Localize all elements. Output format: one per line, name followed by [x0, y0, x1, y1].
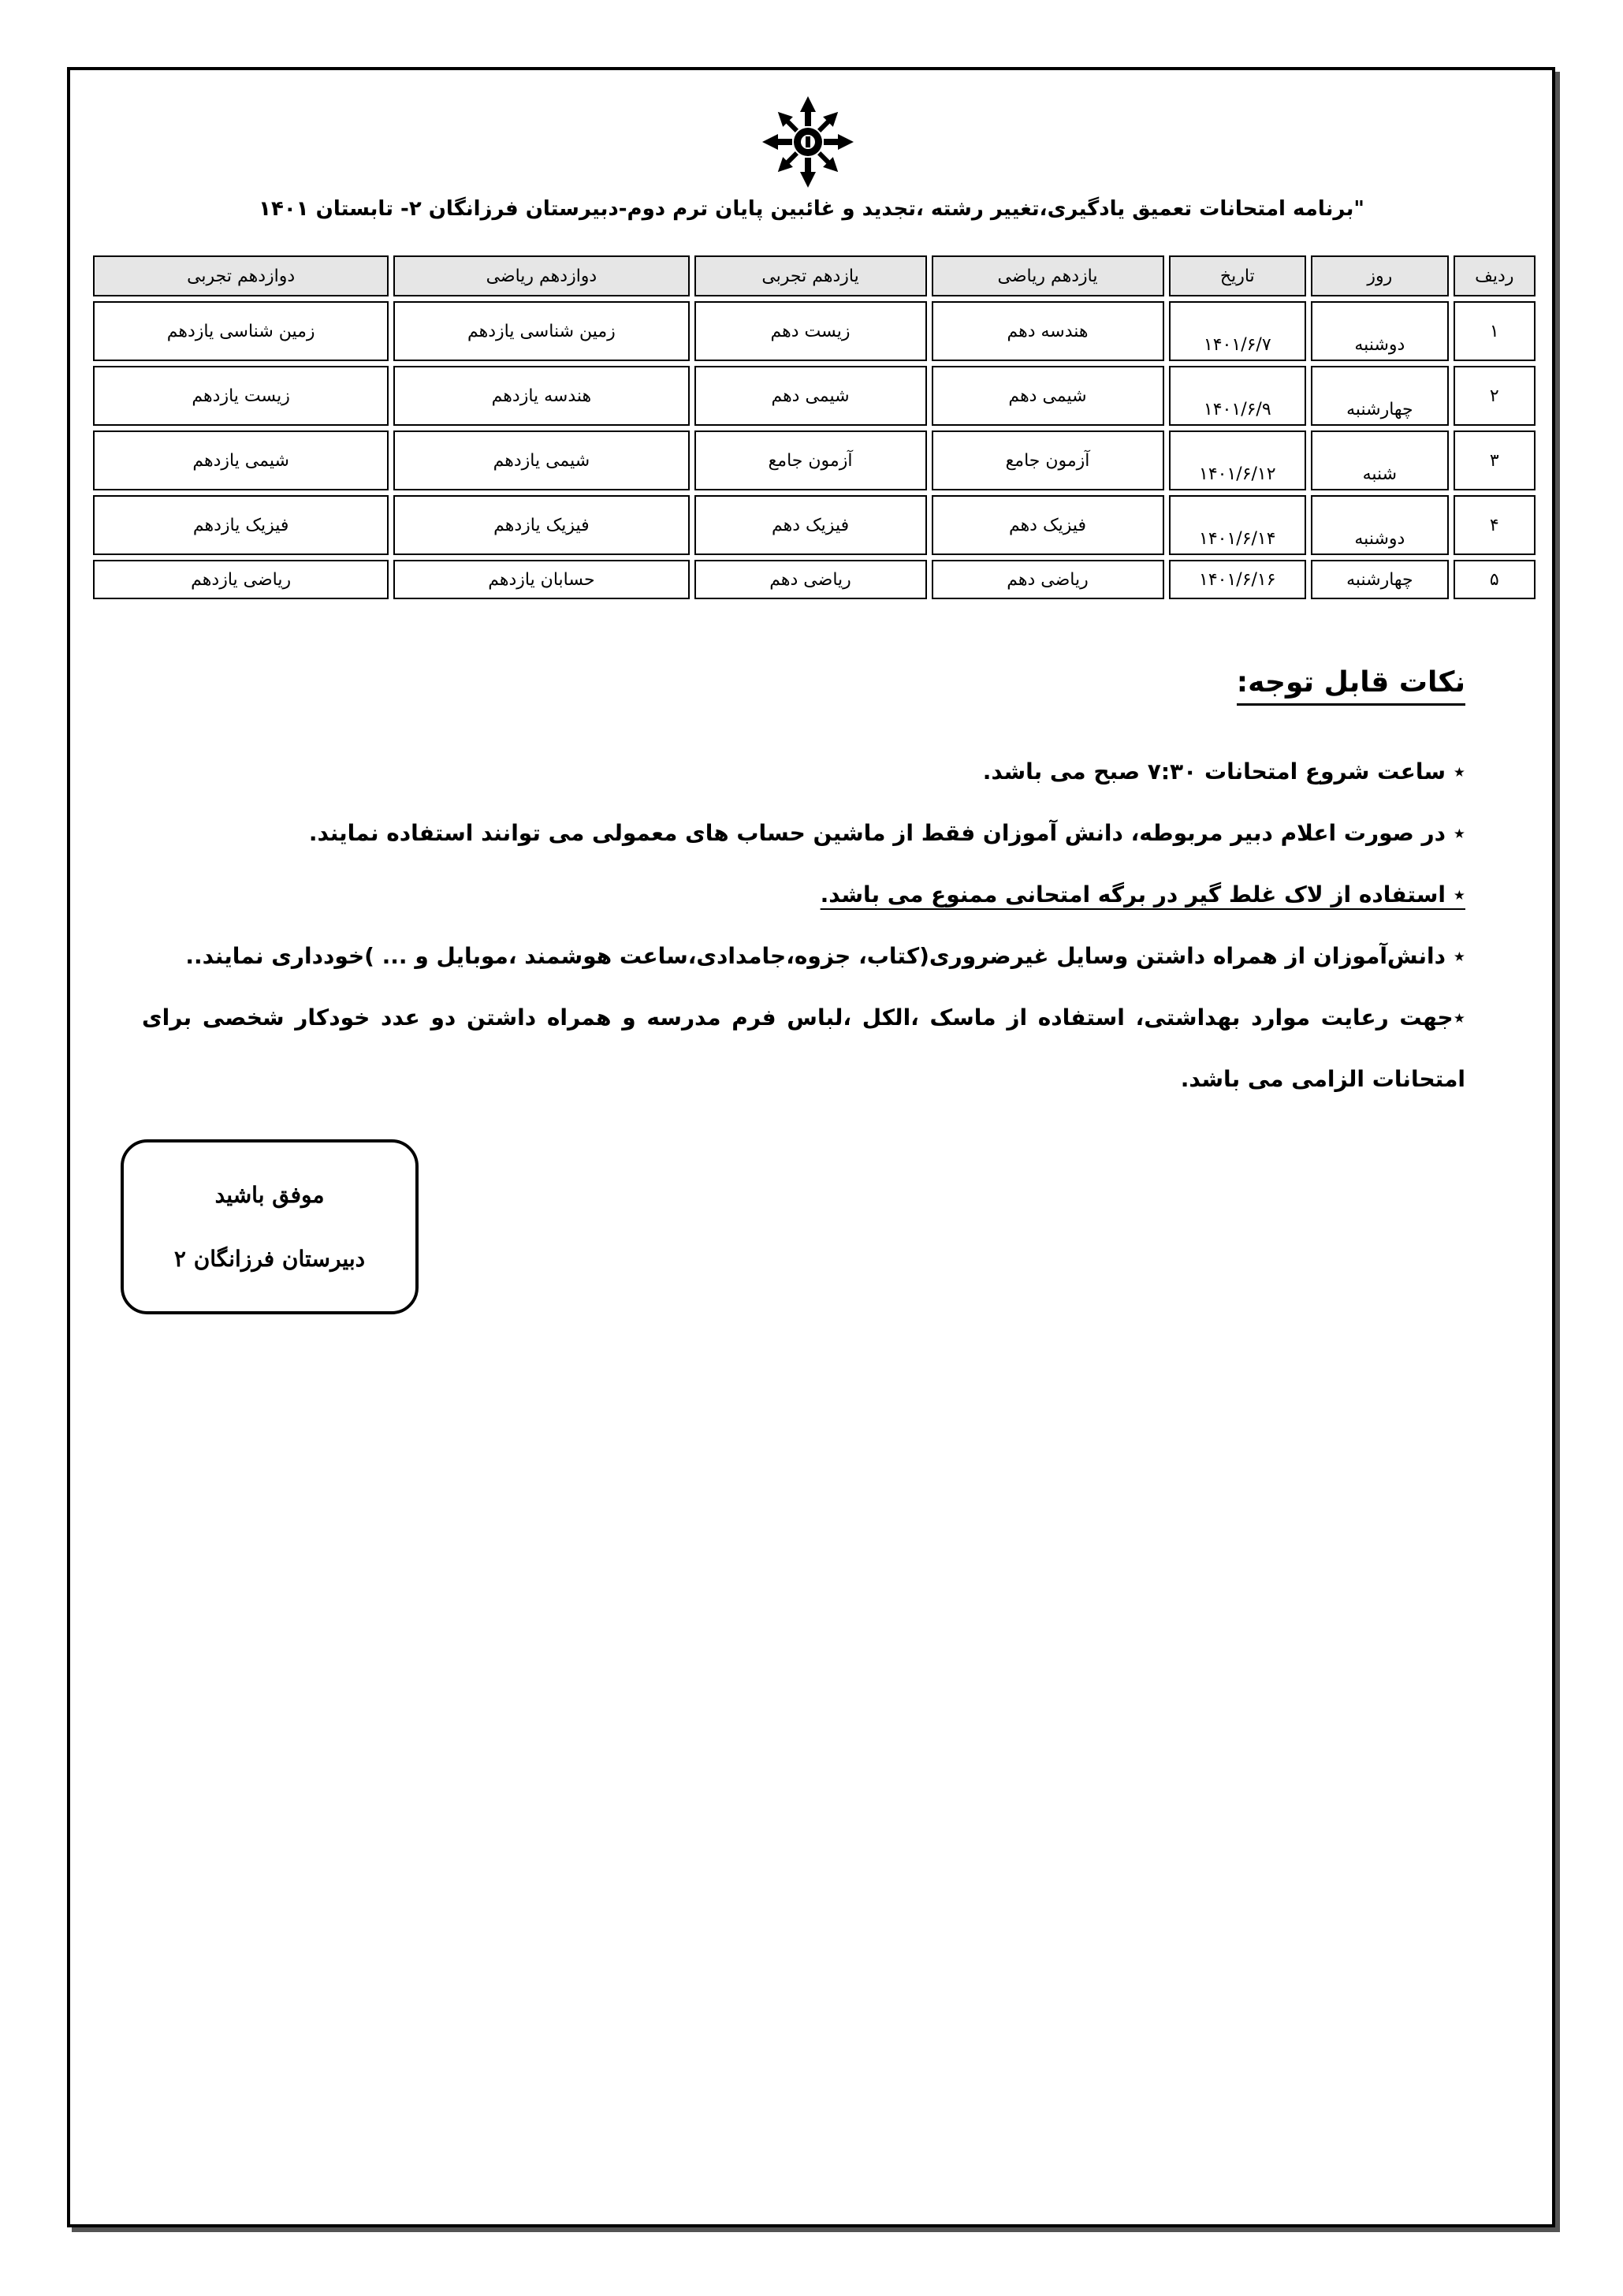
cell-12-science: شیمی یازدهم: [93, 430, 389, 490]
cell-11-math: آزمون جامع: [932, 430, 1164, 490]
note-item: ٭ ساعت شروع امتحانات ۷:۳۰ صبح می باشد.: [982, 758, 1465, 785]
cell-date: ۱۴۰۱/۶/۱۶: [1169, 560, 1307, 599]
cell-date: ۱۴۰۱/۶/۱۲: [1169, 430, 1307, 490]
note-item: [142, 864, 1465, 926]
cell-12-math: حسابان یازدهم: [393, 560, 689, 599]
note-item: ٭جهت رعایت موارد بهداشتی، استفاده از ماسک ،الکل ،لباس فرم مدرسه و همراه داشتن دو عدد خودکار شخصی برای امتحانات الزامی می باشد.: [142, 1004, 1465, 1092]
header-11-science: یازدهم تجربی: [694, 255, 927, 296]
header-date: تاریخ: [1169, 255, 1307, 296]
cell-11-math: شیمی دهم: [932, 366, 1164, 426]
cell-date: ۱۴۰۱/۶/۹: [1169, 366, 1307, 426]
cell-12-math: هندسه یازدهم: [393, 366, 689, 426]
emblem-icon: [761, 95, 855, 189]
table-row: [93, 366, 1536, 426]
cell-12-science: فیزیک یازدهم: [93, 495, 389, 555]
note-item: ٭ در صورت اعلام دبیر مربوطه، دانش آموزان فقط از ماشین حساب های معمولی می توانند استفاده نمایند.: [308, 820, 1465, 846]
exam-schedule-table: [88, 251, 1540, 604]
cell-11-science: زیست دهم: [694, 301, 927, 361]
cell-day: چهارشنبه: [1311, 560, 1449, 599]
cell-row-number: ۵: [1454, 560, 1536, 599]
cell-12-math: شیمی یازدهم: [393, 430, 689, 490]
table-row: [93, 301, 1536, 361]
cell-date: ۱۴۰۱/۶/۷: [1169, 301, 1307, 361]
cell-11-math: ریاضی دهم: [932, 560, 1164, 599]
cell-12-science: زمین شناسی یازدهم: [93, 301, 389, 361]
cell-day: دوشنبه: [1311, 301, 1449, 361]
cell-row-number: ۲: [1454, 366, 1536, 426]
cell-12-math: فیزیک یازدهم: [393, 495, 689, 555]
cell-12-science: زیست یازدهم: [93, 366, 389, 426]
signature-box: [121, 1139, 419, 1314]
notes-heading: نکات قابل توجه:: [1237, 666, 1465, 706]
header-12-math: دوازدهم ریاضی: [393, 255, 689, 296]
notes-list: [142, 741, 1465, 1110]
header-11-math: یازدهم ریاضی: [932, 255, 1164, 296]
cell-11-science: ریاضی دهم: [694, 560, 927, 599]
sign-line-good-luck: موفق باشید: [214, 1182, 325, 1208]
cell-day: چهارشنبه: [1311, 366, 1449, 426]
cell-day: شنبه: [1311, 430, 1449, 490]
cell-row-number: ۳: [1454, 430, 1536, 490]
sign-line-school: دبیرستان فرزانگان ۲: [173, 1246, 366, 1272]
cell-11-math: فیزیک دهم: [932, 495, 1164, 555]
cell-11-math: هندسه دهم: [932, 301, 1164, 361]
document-title: "برنامه امتحانات تعمیق یادگیری،تغییر رشته ،تجدید و غائبین پایان ترم دوم-دبیرستان فرزانگان ۲- تابستان ۱۴۰۱: [259, 197, 1364, 221]
cell-day: دوشنبه: [1311, 495, 1449, 555]
cell-date: ۱۴۰۱/۶/۱۴: [1169, 495, 1307, 555]
cell-11-science: شیمی دهم: [694, 366, 927, 426]
table-row: [93, 495, 1536, 555]
note-item: ٭ دانش‌آموزان از همراه داشتن وسایل غیرضروری(کتاب، جزوه،جامدادی،ساعت هوشمند ،موبایل و ... )خودداری نمایند..: [185, 943, 1465, 969]
cell-11-science: فیزیک دهم: [694, 495, 927, 555]
cell-12-math: زمین شناسی یازدهم: [393, 301, 689, 361]
cell-row-number: ۴: [1454, 495, 1536, 555]
header-day: روز: [1311, 255, 1449, 296]
cell-12-science: ریاضی یازدهم: [93, 560, 389, 599]
table-row: [93, 560, 1536, 599]
cell-11-science: آزمون جامع: [694, 430, 927, 490]
header-12-science: دوازدهم تجربی: [93, 255, 389, 296]
table-header-row: [93, 255, 1536, 296]
cell-row-number: ۱: [1454, 301, 1536, 361]
note-item-underlined: ٭ استفاده از لاک غلط گیر در برگه امتحانی ممنوع می باشد.: [820, 882, 1465, 908]
table-row: [93, 430, 1536, 490]
header-row-number: ردیف: [1454, 255, 1536, 296]
